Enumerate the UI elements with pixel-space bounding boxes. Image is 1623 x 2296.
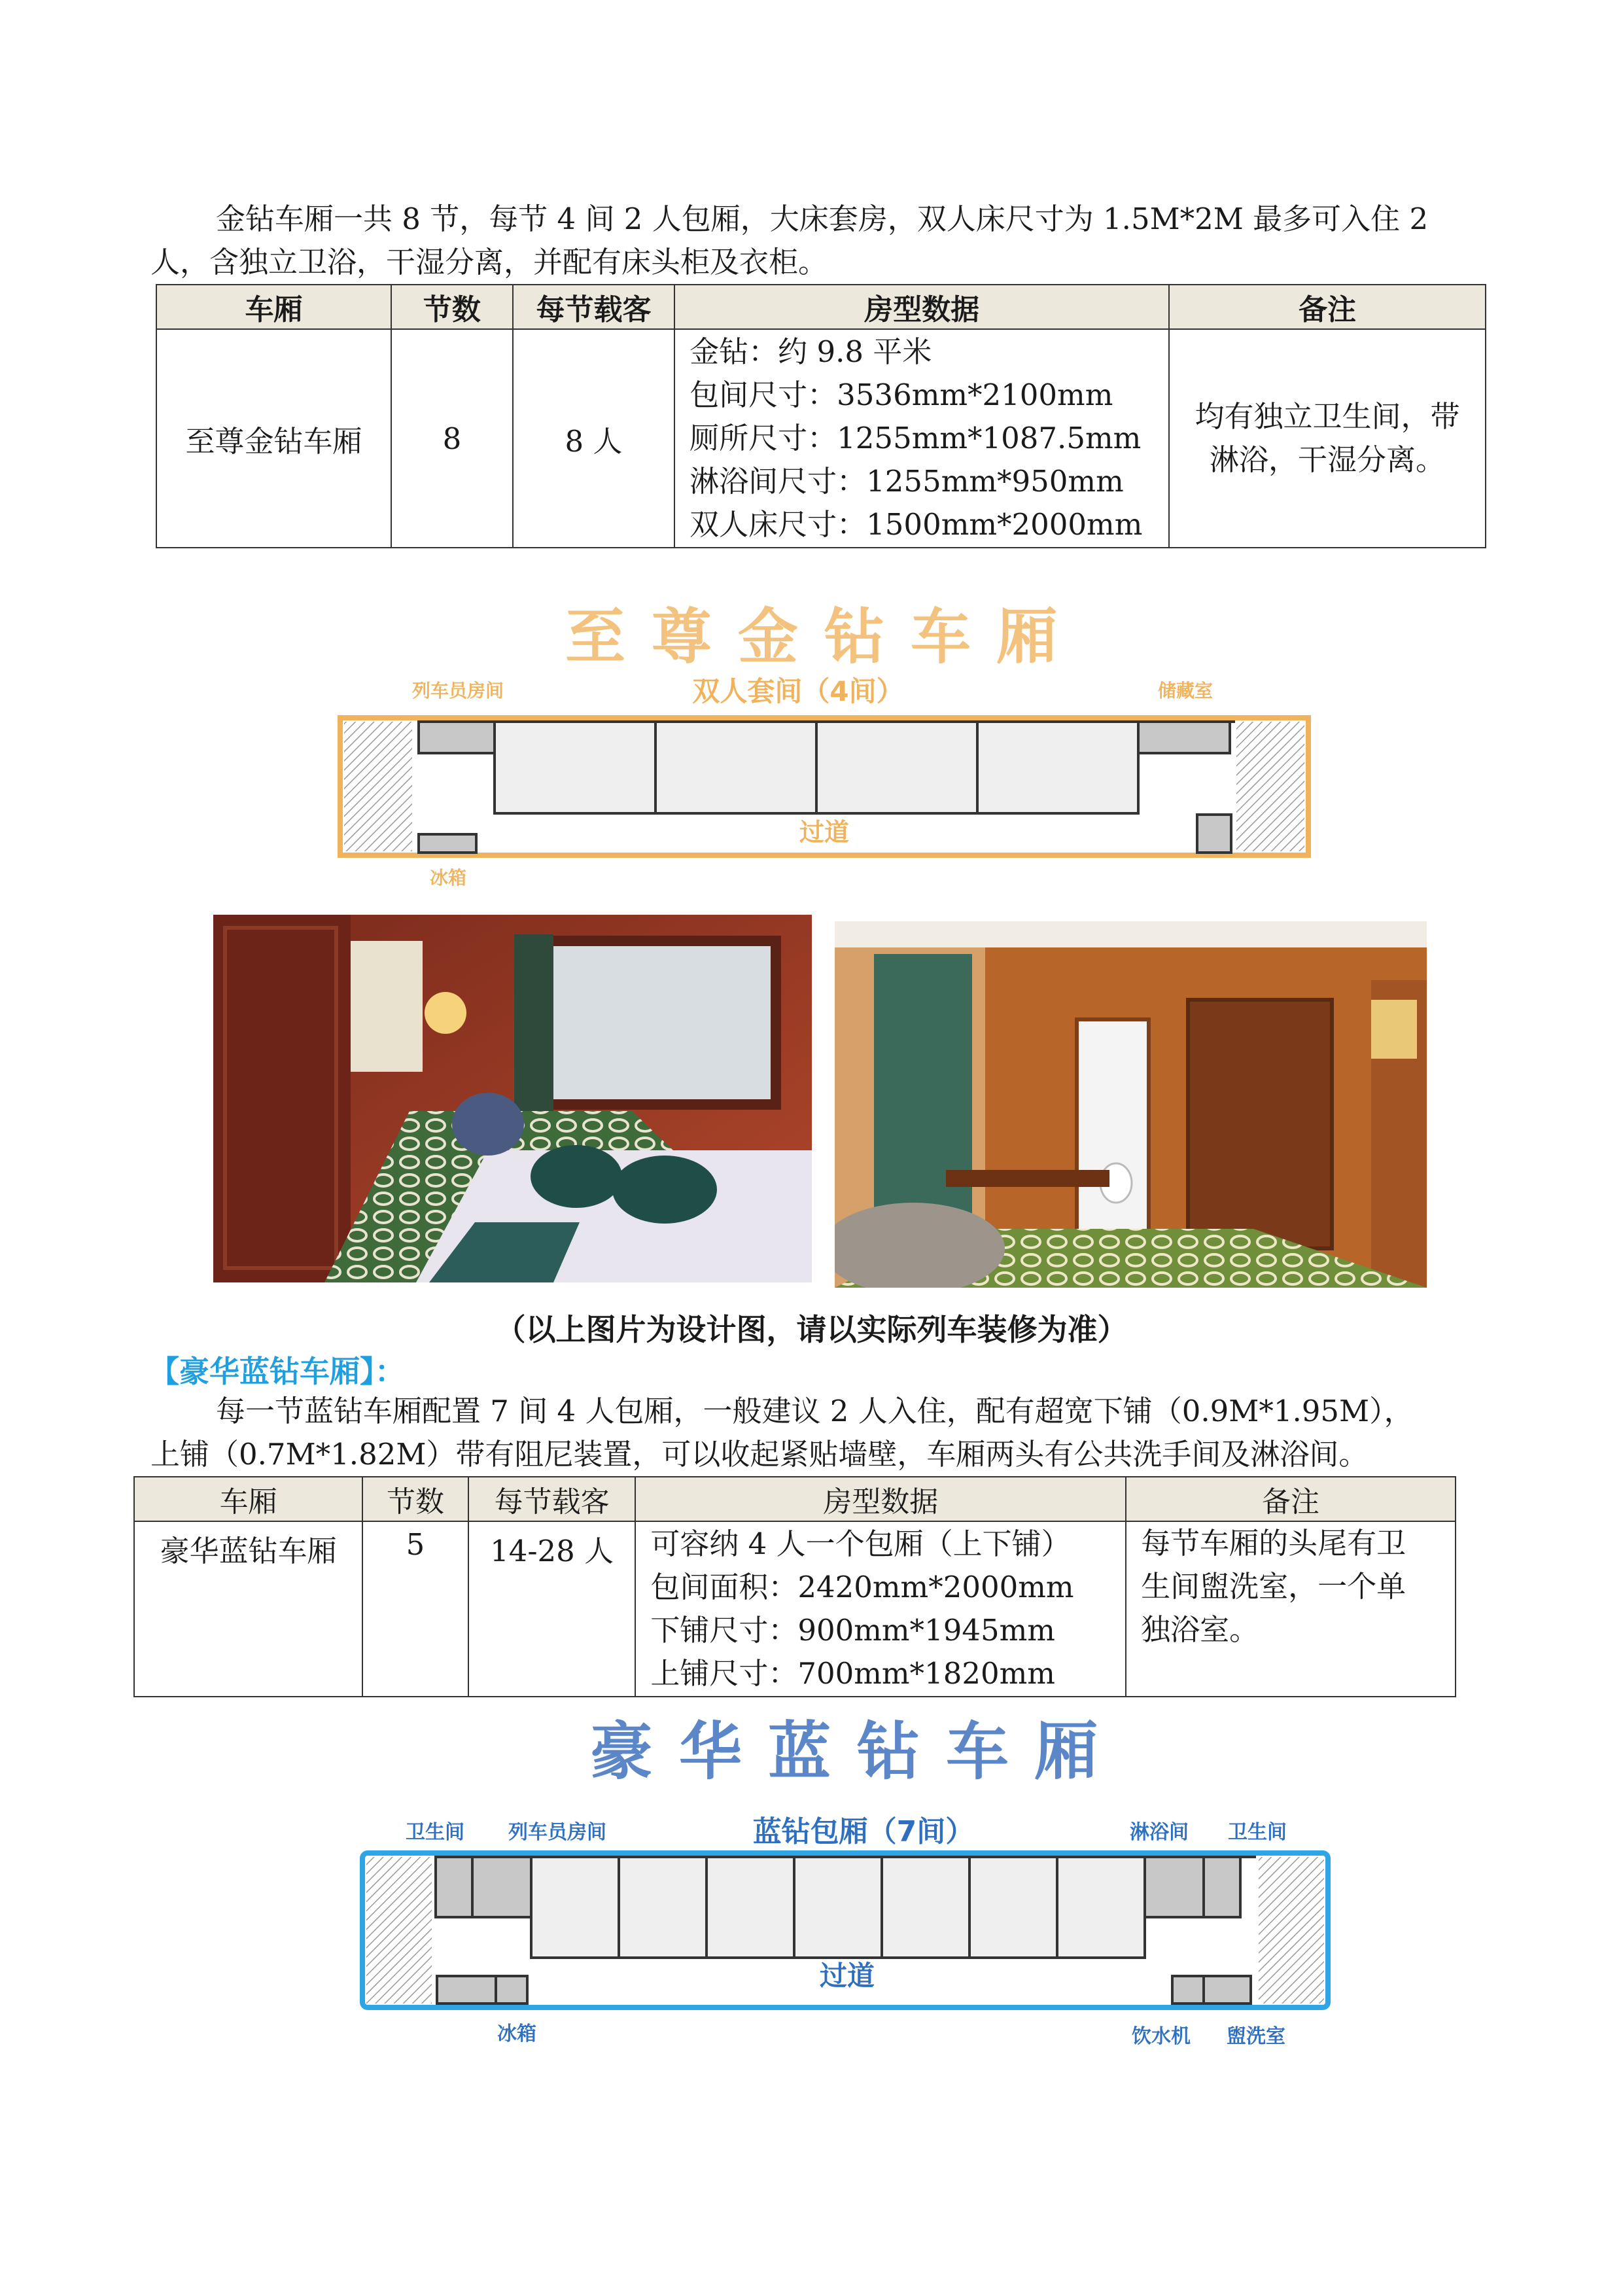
cell-note <box>1169 329 1486 548</box>
header-count: 节数 <box>391 285 513 329</box>
curtain <box>874 954 972 1235</box>
blue-compartment <box>794 1857 882 1958</box>
gold-cabinet <box>1197 815 1231 853</box>
gold-suite <box>977 722 1138 813</box>
gold-table-header <box>156 285 1486 329</box>
note-line: 均有独立卫生间，带 <box>1195 399 1460 434</box>
note-line: 生间盥洗室，一个单 <box>1141 1569 1406 1604</box>
blue-compartment <box>531 1857 619 1958</box>
blue-end-right <box>1259 1857 1324 2004</box>
gold-staff-room <box>419 722 495 753</box>
header-count: 节数 <box>362 1477 468 1521</box>
blue-label-wc-right: 卫生间 <box>1228 1821 1287 1844</box>
note-line: 独浴室。 <box>1141 1612 1259 1647</box>
header-note: 备注 <box>1126 1477 1456 1521</box>
blue-water-dispenser <box>1172 1976 1204 2004</box>
gold-end-left <box>344 722 412 851</box>
blue-intro-line2: 上铺（0.7M*1.82M）带有阻尼装置，可以收起紧贴墙壁，车厢两头有公共洗手间及淋浴间。 <box>150 1437 1369 1472</box>
lamp <box>425 992 466 1034</box>
header-carriage: 车厢 <box>156 285 391 329</box>
header-note: 备注 <box>1169 285 1486 329</box>
blue-washroom <box>1204 1976 1251 2004</box>
blue-section-heading: 【豪华蓝钻车厢】： <box>149 1354 405 1389</box>
gold-label-storage: 储藏室 <box>1157 680 1213 701</box>
blue-shower-room <box>1145 1857 1204 1917</box>
cell-carriage: 至尊金钻车厢 <box>156 329 391 548</box>
window <box>527 941 776 1104</box>
info-plaque <box>1371 1000 1417 1059</box>
room-data-line: 包间尺寸：3536mm*2100mm <box>689 378 1113 412</box>
cell-carriage: 豪华蓝钻车厢 <box>134 1521 362 1697</box>
blue-compartment <box>1057 1857 1145 1958</box>
cell-note <box>1126 1521 1456 1697</box>
table-row <box>156 329 1486 548</box>
cell-room-data <box>635 1521 1126 1697</box>
blue-floor-plan <box>353 1701 1348 2068</box>
cell-passengers: 8 人 <box>513 329 674 548</box>
gold-spec-table <box>156 284 1486 548</box>
table-row <box>134 1521 1456 1697</box>
room-data-line: 可容纳 4 人一个包厢（上下铺） <box>650 1527 1071 1561</box>
gold-label-staff: 列车员房间 <box>411 680 504 701</box>
blue-label-shower: 淋浴间 <box>1130 1821 1189 1844</box>
blue-compartment <box>619 1857 707 1958</box>
cell-count: 5 <box>362 1521 468 1697</box>
cell-count: 8 <box>391 329 513 548</box>
blue-intro-line1: 每一节蓝钻车厢配置 7 间 4 人包厢，一般建议 2 人入住，配有超宽下铺（0.9M*1.95M）， <box>216 1394 1414 1428</box>
photo-caption: （以上图片为设计图，请以实际列车装修为准） <box>495 1312 1128 1347</box>
room-data-line: 包间面积：2420mm*2000mm <box>650 1570 1074 1604</box>
gold-fridge <box>419 834 476 853</box>
blue-wc-right <box>1204 1857 1240 1917</box>
armchair <box>452 1093 524 1156</box>
blue-staff-room <box>472 1857 531 1917</box>
gold-suite <box>495 722 655 813</box>
header-passengers: 每节载客 <box>513 285 674 329</box>
gold-floor-plan <box>327 592 1321 900</box>
blue-compartment <box>707 1857 794 1958</box>
blue-label-water: 饮水机 <box>1132 2025 1191 2048</box>
blue-end-left <box>366 1857 432 2004</box>
gold-suite <box>816 722 977 813</box>
blue-label-wc-left: 卫生间 <box>406 1821 464 1844</box>
bathroom-photo <box>835 921 1427 1288</box>
header-room-data: 房型数据 <box>635 1477 1126 1521</box>
room-data-line: 金钻：约 9.8 平米 <box>689 334 932 369</box>
gold-storage-room <box>1138 722 1230 753</box>
gold-end-right <box>1236 722 1304 851</box>
cell-room-data <box>674 329 1169 548</box>
header-carriage: 车厢 <box>134 1477 362 1521</box>
wardrobe <box>1188 1000 1332 1248</box>
bathroom-view <box>351 941 423 1072</box>
blue-compartment <box>882 1857 969 1958</box>
gold-intro-line1: 金钻车厢一共 8 节，每节 4 间 2 人包厢，大床套房，双人床尺寸为 1.5M*2M 最多可入住 2 <box>216 202 1429 236</box>
blue-spec-table <box>133 1476 1456 1697</box>
blue-label-corridor: 过道 <box>819 1960 875 1992</box>
blue-label-washroom: 盥洗室 <box>1227 2025 1285 2048</box>
note-line: 每节车厢的头尾有卫 <box>1141 1526 1406 1561</box>
blue-label-staff: 列车员房间 <box>508 1821 606 1844</box>
blue-fridge <box>437 1976 496 2004</box>
header-passengers: 每节载客 <box>468 1477 636 1521</box>
gold-label-fridge: 冰箱 <box>429 867 467 889</box>
note-line: 淋浴，干湿分离。 <box>1210 442 1446 477</box>
bedroom-photo <box>213 915 812 1282</box>
cell-passengers: 14-28 人 <box>468 1521 636 1697</box>
room-data-line: 下铺尺寸：900mm*1945mm <box>650 1613 1055 1648</box>
blue-plan-title: 豪华蓝钻车厢 <box>590 1715 1124 1788</box>
blue-table-header <box>134 1477 1456 1521</box>
room-data-line: 上铺尺寸：700mm*1820mm <box>650 1656 1055 1691</box>
pillow <box>612 1156 717 1224</box>
desk <box>946 1170 1109 1187</box>
blue-compartment <box>969 1857 1057 1958</box>
gold-suite <box>655 722 816 813</box>
gold-plan-title: 至尊金钻车厢 <box>565 602 1084 672</box>
blue-label-compartments: 蓝钻包厢（7间） <box>752 1815 975 1848</box>
header-room-data: 房型数据 <box>674 285 1169 329</box>
pillow <box>531 1145 622 1208</box>
gold-label-suites: 双人套间（4间） <box>692 675 904 707</box>
gold-label-corridor: 过道 <box>799 818 850 847</box>
blue-label-fridge: 冰箱 <box>497 2022 536 2045</box>
room-data-line: 厕所尺寸：1255mm*1087.5mm <box>689 421 1142 455</box>
gold-intro-line2: 人，含独立卫浴，干湿分离，并配有床头柜及衣柜。 <box>150 245 828 279</box>
room-data-line: 双人床尺寸：1500mm*2000mm <box>689 507 1143 542</box>
blue-fridge <box>496 1976 527 2004</box>
blue-wc-left <box>436 1857 472 1917</box>
door <box>213 915 351 1282</box>
room-data-line: 淋浴间尺寸：1255mm*950mm <box>689 464 1124 499</box>
